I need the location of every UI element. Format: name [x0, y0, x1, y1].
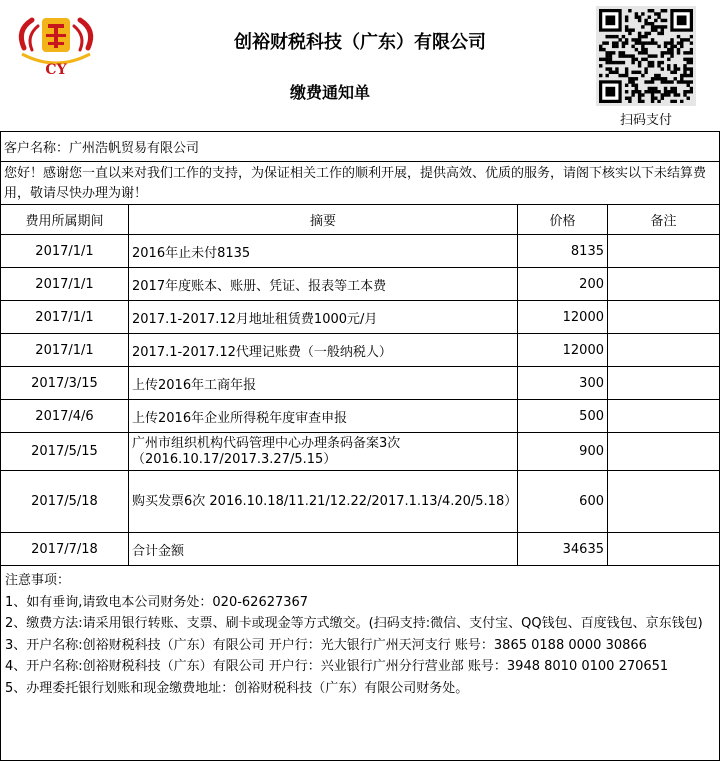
row-summary: 广州市组织机构代码管理中心办理条码备案3次（2016.10.17/2017.3.27/5.15） [129, 433, 518, 471]
logo-text: CY [45, 62, 67, 78]
row-period: 2017/1/1 [1, 334, 129, 367]
header-period: 费用所属期间 [1, 205, 129, 235]
row-summary: 上传2016年工商年报 [129, 367, 518, 400]
row-period: 2017/4/6 [1, 400, 129, 433]
row-period: 2017/1/1 [1, 301, 129, 334]
row-remark [608, 400, 720, 433]
document-title: 缴费通知单 [289, 83, 370, 102]
row-period: 2017/1/1 [1, 268, 129, 301]
notes-title: 注意事项： [5, 573, 71, 588]
row-remark [608, 367, 720, 400]
row-remark [608, 268, 720, 301]
row-summary: 2017.1-2017.12代理记账费（一般纳税人） [129, 334, 518, 367]
row-price: 12000 [518, 334, 608, 367]
customer-row: 客户名称：广州浩帆贸易有限公司 [1, 132, 720, 162]
row-price: 500 [518, 400, 608, 433]
payment-notice-table [0, 131, 720, 761]
total-remark [608, 533, 720, 566]
row-price: 200 [518, 268, 608, 301]
row-summary: 上传2016年企业所得税年度审查申报 [129, 400, 518, 433]
note-item: 2、缴费方法:请采用银行转账、支票、刷卡或现金等方式缴交。(扫码支持:微信、支付宝、QQ钱包、百度钱包、京东钱包) [5, 616, 703, 631]
company-logo [10, 14, 102, 80]
row-summary: 购买发票6次 2016.10.18/11.21/12.22/2017.1.13/4.20/5.18） [129, 471, 518, 533]
row-price: 12000 [518, 301, 608, 334]
row-summary: 2017年度账本、账册、凭证、报表等工本费 [129, 268, 518, 301]
row-remark [608, 334, 720, 367]
row-period: 2017/3/15 [1, 367, 129, 400]
row-price: 900 [518, 433, 608, 471]
row-remark [608, 471, 720, 533]
note-item: 4、开户名称:创裕财税科技（广东）有限公司 开户行：兴业银行广州分行营业部 账号：3948 8010 0100 270651 [5, 659, 669, 674]
row-price: 600 [518, 471, 608, 533]
row-period: 2017/5/15 [1, 433, 129, 471]
row-summary: 2017.1-2017.12月地址租赁费1000元/月 [129, 301, 518, 334]
row-remark [608, 235, 720, 268]
header-price: 价格 [518, 205, 608, 235]
row-price: 300 [518, 367, 608, 400]
note-item: 1、如有垂询,请致电本公司财务处：020-62627367 [5, 594, 309, 610]
row-period: 2017/5/18 [1, 471, 129, 533]
header-summary: 摘要 [129, 205, 518, 235]
payment-qr-code[interactable] [596, 6, 696, 106]
row-remark [608, 433, 720, 471]
total-label: 合计金额 [129, 533, 518, 566]
notes-section [1, 566, 720, 761]
row-summary: 2016年止未付8135 [129, 235, 518, 268]
total-period: 2017/7/18 [1, 533, 129, 566]
total-amount: 34635 [518, 533, 608, 566]
header-remark: 备注 [608, 205, 720, 235]
note-item: 3、开户名称:创裕财税科技（广东）有限公司 开户行：光大银行广州天河支行 账号：3865 0188 0000 30866 [5, 637, 647, 653]
row-remark [608, 301, 720, 334]
greeting-text: 您好！感谢您一直以来对我们工作的支持，为保证相关工作的顺利开展，提供高效、优质的服务，请阁下核实以下未结算费用，敬请尽快办理为谢！ [1, 162, 720, 205]
company-name: 创裕财税科技（广东）有限公司 [234, 32, 486, 53]
note-item: 5、办理委托银行划账和现金缴费地址：创裕财税科技（广东）有限公司财务处。 [5, 680, 469, 696]
row-price: 8135 [518, 235, 608, 268]
row-period: 2017/1/1 [1, 235, 129, 268]
qr-caption: 扫码支付 [619, 113, 672, 128]
